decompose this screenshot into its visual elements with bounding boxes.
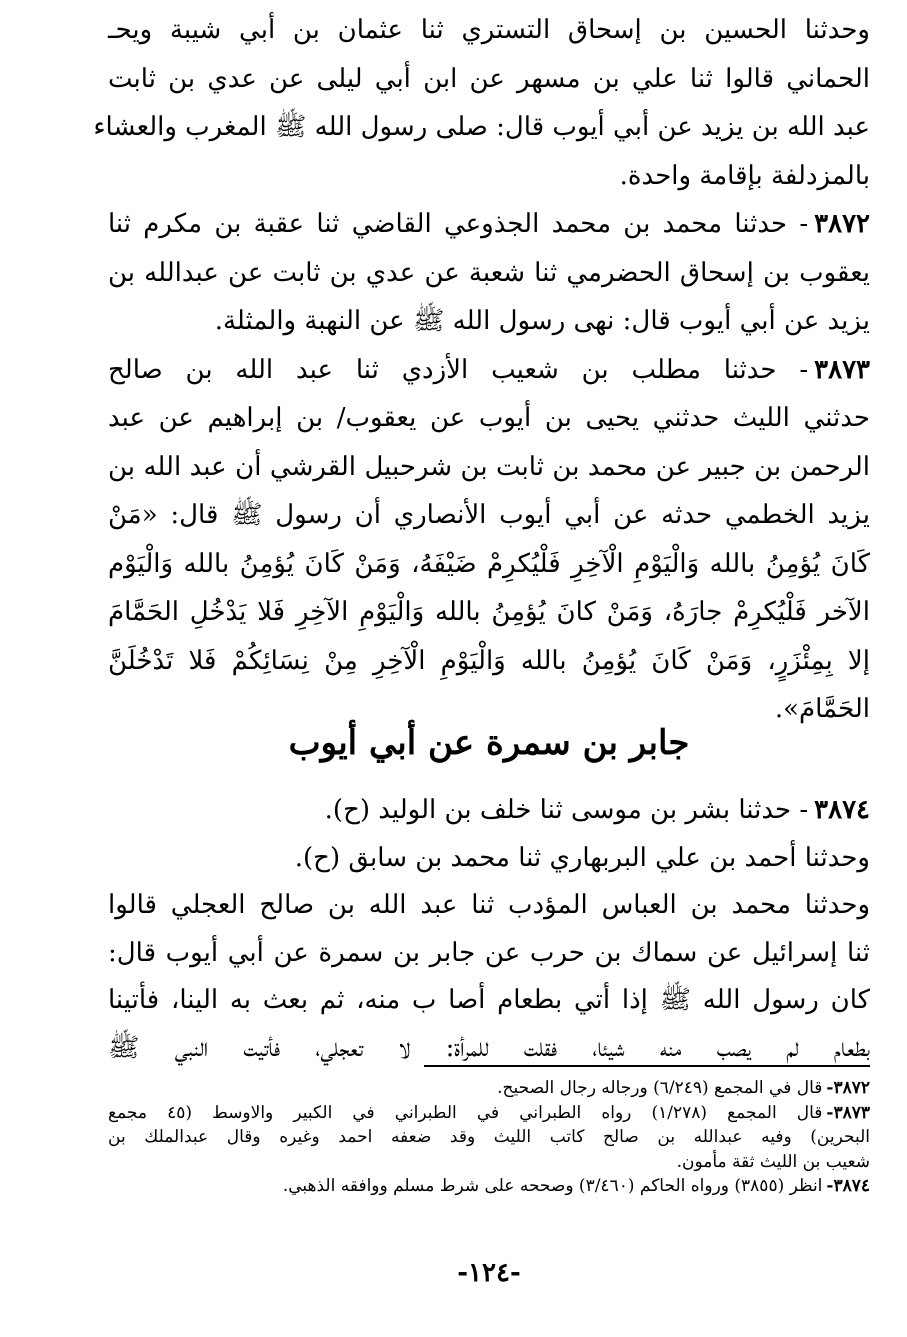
text-line-text: الرحمن بن جبير عن محمد بن ثابت بن شرحبيل القرشي أن عبد الله بن [108,451,870,482]
text-line-text: وحدثنا الحسين بن إسحاق التستري ثنا عثمان بن أبي شيبة ويحـ [108,15,870,45]
text-line [108,544,870,584]
text-line-text: وحدثنا أحمد بن علي البربهاري ثنا محمد بن سابق (ح). [294,842,870,873]
text-line-text: يعقوب بن إسحاق الحضرمي ثنا شعبة عن عدي بن ثابت عن عبدالله بن [108,257,870,288]
footnote-line-text: قال في المجمع (٦/٢٤٩) ورجاله رجال الصحيح. [497,1078,823,1098]
footnote-line-text: البحرين) وفيه عبدالله بن صالح كاتب الليث وقد ضعفه احمد وغيره وقال عبدالملك بن [108,1127,870,1147]
text-line [108,350,870,390]
text-line-text: يزيد الخطمي حدثه عن أبي أيوب الأنصاري أن رسول ﷺ قال: «مَنْ [108,500,870,530]
text-line-text: كَانَ يُؤمِنُ بالله وَالْيَوْمِ الْآخِرِ فَلْيُكرِمْ ضَيْفَهُ، وَمَنْ كَانَ يُؤمِنُ بالله وَالْيَوْم [108,548,870,579]
footnote-line-text: قال المجمع (١/٢٧٨) رواه الطبراني في الطبراني في الكبير والاوسط (٤٥ مجمع [108,1102,823,1123]
text-line-number: ٣٨٧٤ [814,795,870,825]
text-line-text: كان رسول الله ﷺ إذا أتي بطعام أصا ب منه، ثم بعث به الينا، فأتينا [108,985,870,1015]
text-line-text: - حدثنا محمد بن محمد الجذوعي القاضي ثنا عقبة بن مكرم ثنا [108,209,809,239]
text-line [93,107,870,147]
text-line [108,495,870,535]
text-line [108,641,870,681]
footnote-line-number: ٣٨٧٢- [826,1078,870,1098]
text-line [108,253,870,293]
footnote-line-number: ٣٨٧٣- [826,1102,871,1123]
footnote-line [108,1174,870,1198]
text-line-text: الآخر فَلْيُكرِمْ جارَهُ، وَمَنْ كانَ يُؤمِنُ بالله وَالْيَوْمِ الآخِرِ فَلا يَدْخُلِ الحَمَّامَ [108,597,870,627]
text-line-text: عبد الله بن يزيد عن أبي أيوب قال: صلى رسول الله ﷺ المغرب والعشاء [93,112,870,142]
text-line-text: - حدثنا مطلب بن شعيب الأزدي ثنا عبد الله بن صالح [108,354,809,385]
text-line [108,933,870,973]
footnote-line-text: شعيب بن الليث ثقة مأمون. [676,1151,870,1172]
text-line-number: ٣٨٧٢ [814,209,870,239]
footnote-line [108,1125,870,1149]
footnote-line-text: انظر (٣٨٥٥) ورواه الحاكم (٣/٤٦٠) وصححه على شرط مسلم ووافقه الذهبي. [282,1176,823,1196]
footnote-line-number: ٣٨٧٤- [826,1176,870,1196]
text-line-text: الحماني قالوا ثنا علي بن مسهر عن ابن أبي ليلى عن عدي بن ثابت [108,63,870,94]
text-line [108,980,870,1020]
text-line-number: ٣٨٧٣ [814,354,870,385]
footnote-line [108,1101,870,1125]
text-line-text: بالمزدلفة بإقامة واحدة. [619,160,870,191]
text-line [108,398,870,438]
text-line [108,156,870,196]
text-line-text: حدثني الليث حدثني يحيى بن أيوب عن يعقوب/ بن إبراهيم عن عبد [108,403,870,433]
text-line [108,301,870,341]
text-line [108,447,870,487]
text-line [108,59,870,99]
text-line-text: وحدثنا محمد بن العباس المؤدب ثنا عبد الله بن صالح العجلي قالوا [108,890,870,920]
text-line [108,10,870,50]
section-heading: جابر بن سمرة عن أبي أيوب [288,723,690,763]
text-line-text: يزيد عن أبي أيوب قال: نهى رسول الله ﷺ عن النهبة والمثلة. [214,306,870,336]
text-line-text: بطعام لم يصب منه شيئا، فقلت للمرأة: لا تعجلي، فأتيت النبي ﷺ [108,1032,870,1063]
book-page [93,0,871,1337]
text-line [108,1028,870,1068]
text-line-text: الحَمَّامَ». [774,694,870,724]
text-line-text: إلا بِمِئْزَرٍ، وَمَنْ كَانَ يُؤمِنُ بالله وَالْيَوْمِ الْآخِرِ مِنْ نِسَائِكُمْ فَلا تَدْخُلَنَّ [108,645,870,676]
text-line [108,592,870,632]
page-number: -١٢٤- [457,1258,521,1288]
text-line [108,885,870,925]
footnote-line [108,1076,870,1100]
text-line-text: ثنا إسرائيل عن سماك بن حرب عن جابر بن سمرة عن أبي أيوب قال: [108,937,870,968]
text-line [108,204,870,244]
text-line [108,838,870,878]
footnote-line [108,1150,870,1174]
text-line [108,790,870,830]
text-line-text: - حدثنا بشر بن موسى ثنا خلف بن الوليد (ح). [324,795,809,825]
footnote-separator [424,1065,870,1067]
